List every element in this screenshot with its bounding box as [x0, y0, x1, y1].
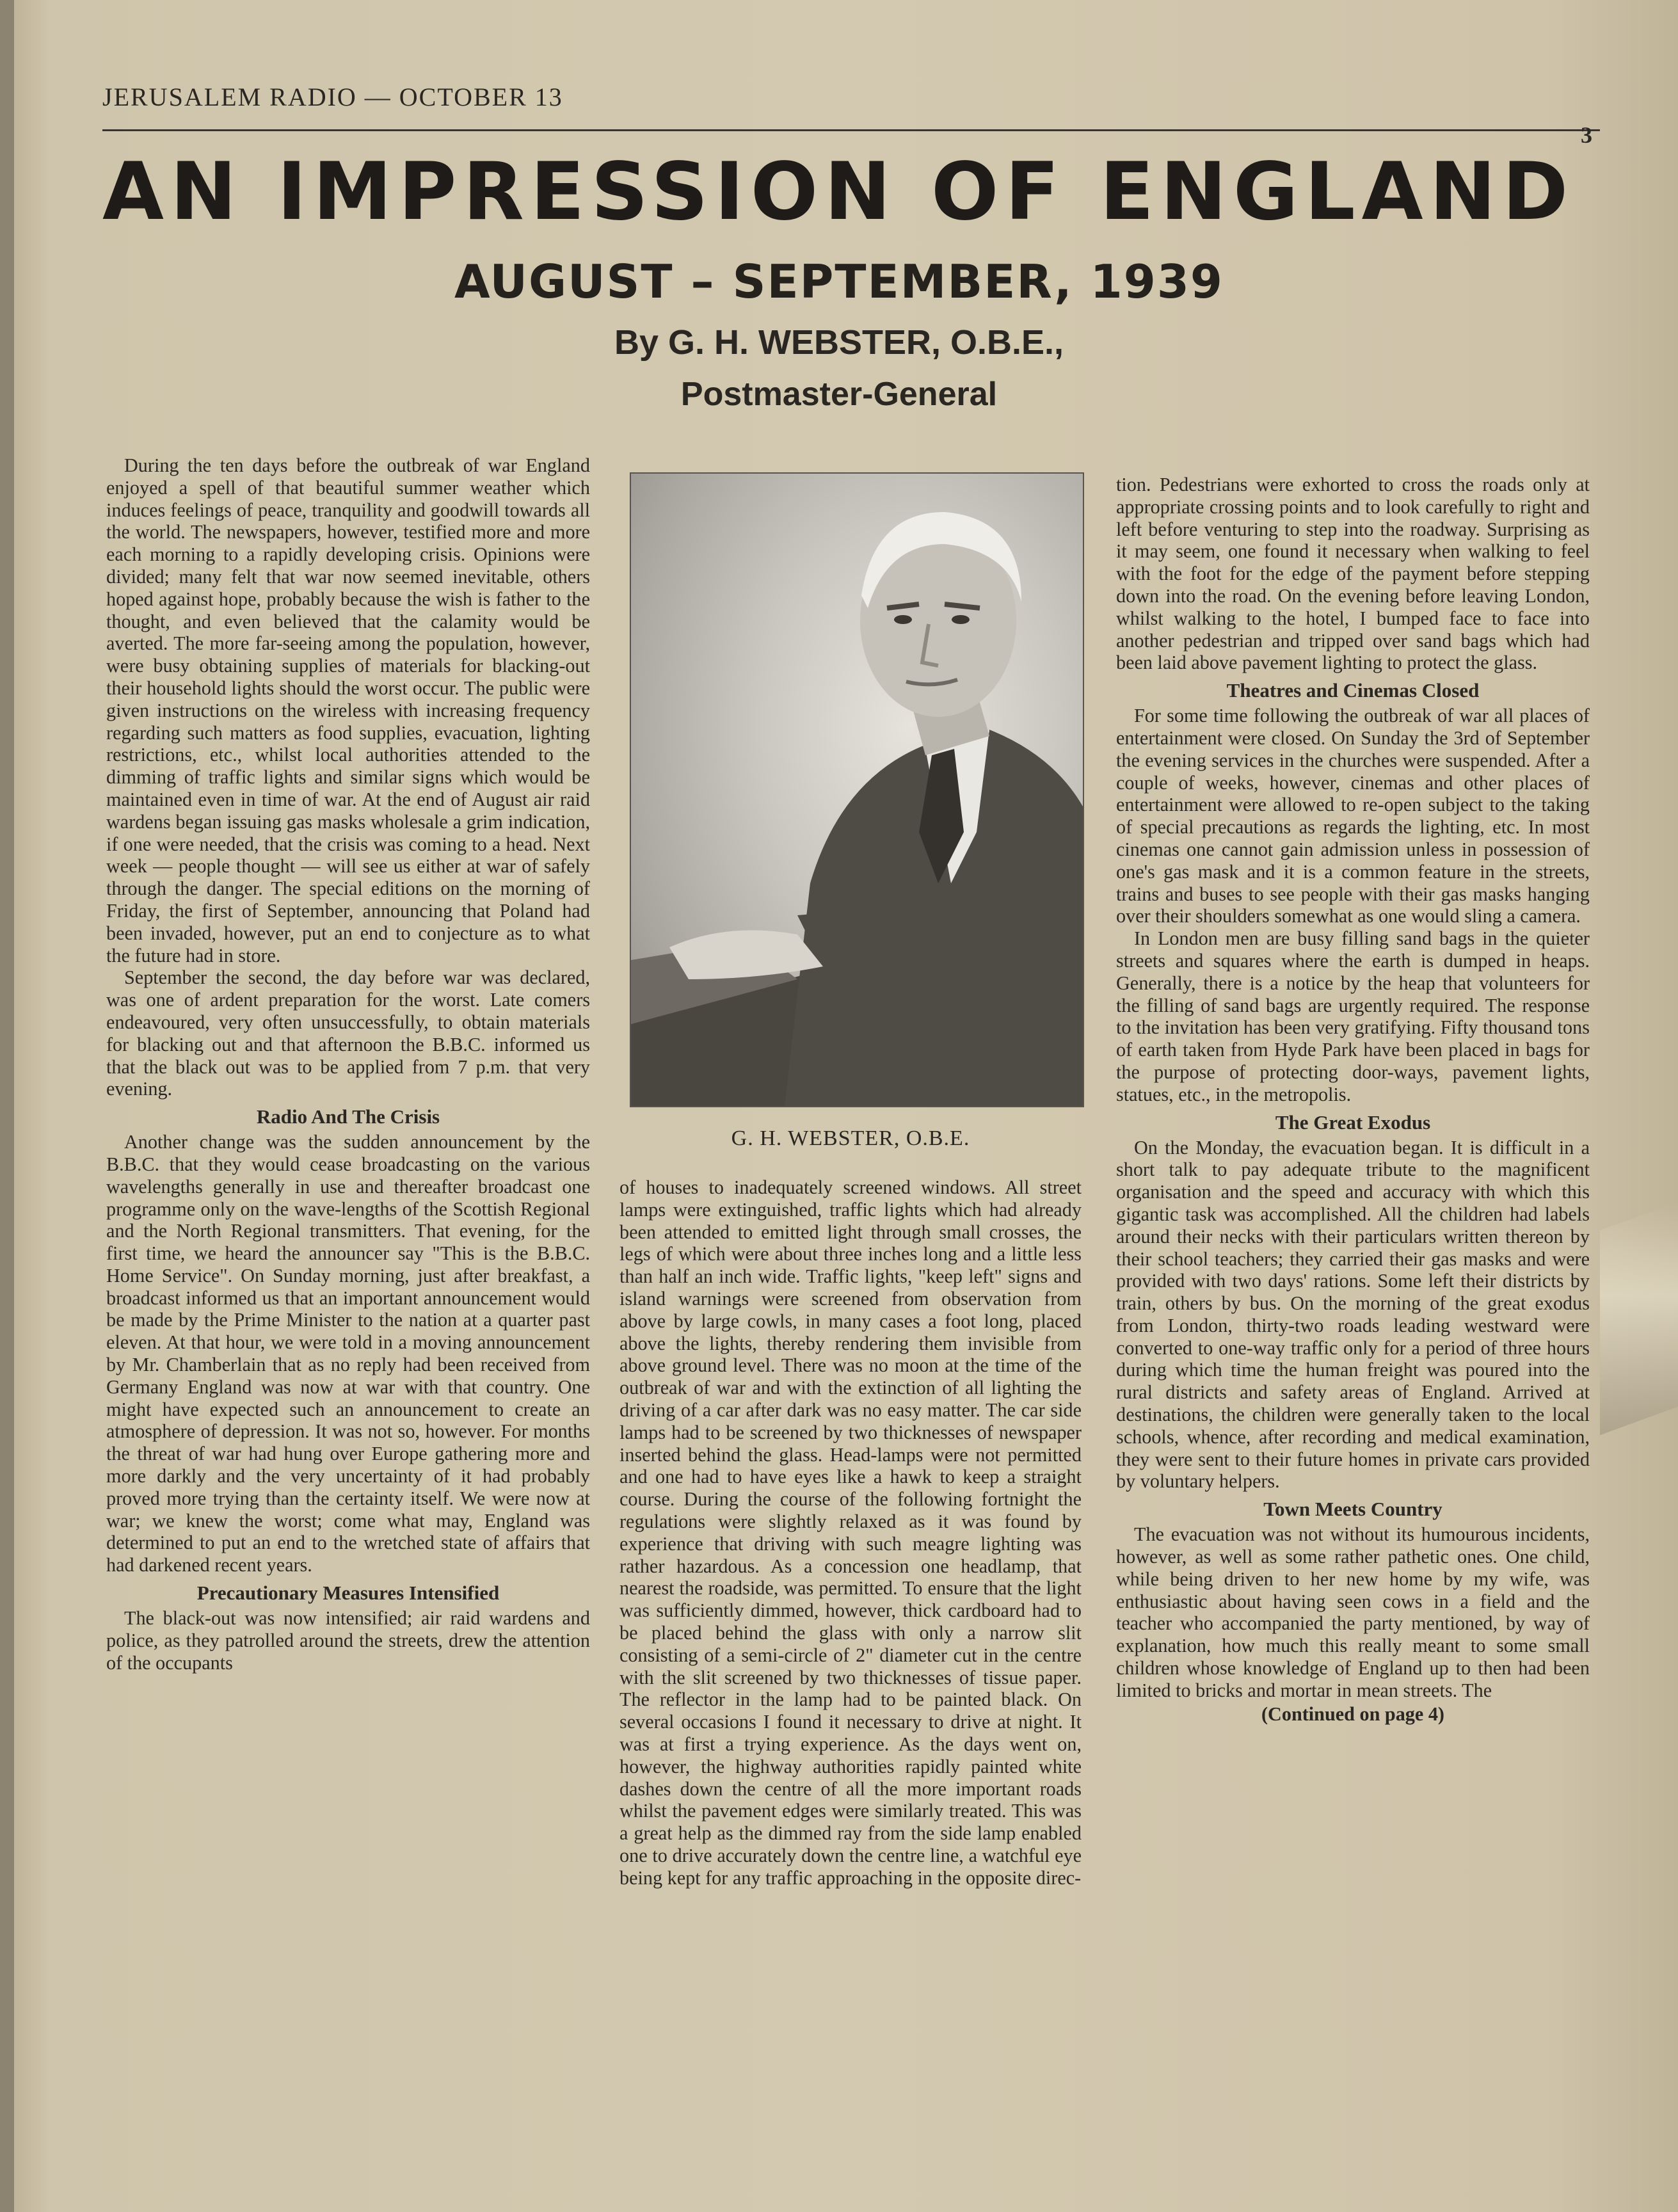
paragraph: tion. Pedestrians were exhorted to cross the roads only at appropriate crossing points and to look carefully to right and left before venturing to step into the roadway. Surprising as it may seem, one found it necessary when walking to feel with the foot for the edge of the payment before stepping down into the road. On the evening before leaving London, whilst walking to the hotel, I bumped face to face into another pedestrian and tripped over sand bags which had been laid above pavement lighting to protect the glass. — [1116, 474, 1590, 674]
paragraph: During the ten days before the outbreak of war England enjoyed a spell of that beautiful summer weather which induces feelings of peace, tranquility and goodwill towards all the world. The newspapers, however, testified more and more each morning to a rapidly developing crisis. Opinions were divided; many felt that war now seemed inevitable, others hoped against hope, probably because the wish is father to the thought, and even believed that the calamity would be averted. The more far-seeing among the population, however, were busy obtaining supplies of materials for blacking-out their household lights should the worst occur. The public were given instructions on the wireless with increasing frequency regarding such matters as food supplies, evacuation, lighting restrictions, etc., whilst local authorities attended to the dimming of traffic lights and similar signs which would be maintained even in time of war. At the end of August air raid wardens began issuing gas masks wholesale a grim indication, if one were needed, that the crisis was coming to a head. Next week — people thought — will see us either at war of safely through the danger. The special editions on the morning of Friday, the first of September, announcing that Poland had been invaded, however, put an end to conjecture as to what the future had in store. — [106, 454, 590, 966]
column-1 — [106, 454, 590, 1674]
paragraph: September the second, the day before war was declared, was one of ardent preparation for the worst. Late comers endeavoured, very often unsuccessfully, to obtain materials for blacking out and that afternoon the B.B.C. informed us that the black out was to be applied from 7 p.m. that very evening. — [106, 966, 590, 1100]
paragraph: of houses to inadequately screened windows. All street lamps were extinguished, traffic lights which had already been attended to emitted light through small crosses, the legs of which were about three inches long and a little less than half an inch wide. Traffic lights, "keep left" signs and island warnings were screened from observation from above by large cowls, in many cases a foot long, placed above the lights, thereby rendering them invisible from above ground level. There was no moon at the time of the outbreak of war and with the extinction of all lighting the driving of a car after dark was no easy matter. The car side lamps had to be screened by two thicknesses of newspaper inserted behind the glass. Head-lamps were not permitted and one had to have eyes like a hawk to keep a straight course. During the course of the following fortnight the regulations were slightly relaxed as it was found by experience that driving with such meagre lighting was rather hazardous. As a concession one headlamp, that nearest the roadside, was permitted. To ensure that the light was sufficiently dimmed, however, thick cardboard had to be placed behind the glass with only a narrow slit consisting of a semi-circle of 2" diameter cut in the centre with the slit screened by two thicknesses of tissue paper. The reflector in the lamp had to be painted black. On several occasions I found it necessary to drive at night. It was at first a trying experience. As the days went on, however, the highway authorities rapidly painted white dashes down the centre of all the more important roads whilst the pavement edges were similarly treated. This was a great help as the dimmed ray from the side lamp enabled one to drive accurately down the centre line, a watchful eye being kept for any traffic approaching in the opposite direc- — [619, 1176, 1082, 1889]
paragraph: The black-out was now intensified; air raid wardens and police, as they patrolled around the streets, drew the attention of the occupants — [106, 1607, 590, 1674]
section-heading: Precautionary Measures Intensified — [196, 1582, 500, 1605]
article-subtitle: AUGUST – SEPTEMBER, 1939 — [454, 255, 1224, 309]
running-head: JERUSALEM RADIO — OCTOBER 13 — [102, 83, 563, 111]
continued-note: (Continued on page 4) — [1261, 1703, 1444, 1725]
paper-crease — [1600, 1202, 1678, 1435]
paragraph: For some time following the outbreak of war all places of entertainment were closed. On Sunday the 3rd of September the evening services in the churches were suspended. After a couple of weeks, however, cinemas and other places of entertainment were allowed to re-open subject to the taking of special precautions as regards the lighting, etc. In most cinemas one cannot gain admission unless in possession of one's gas mask and it is a common feature in the streets, trains and buses to see people with their gas masks hanging over their shoulders somewhat as one would sling a camera. — [1116, 705, 1590, 927]
article-title: AN IMPRESSION OF ENGLAND — [102, 146, 1575, 238]
section-heading: Theatres and Cinemas Closed — [1226, 679, 1480, 702]
paragraph: In London men are busy filling sand bags in the quieter streets and squares where the earth is dumped in heaps. Generally, there is a notice by the heap that volunteers for the filling of sand bags are urgently required. The response to the invitation has been very gratifying. Fifty thousand tons of earth taken from Hyde Park have been placed in bags for the purpose of protecting door-ways, pavement lights, statues, etc., in the metropolis. — [1116, 927, 1590, 1105]
paragraph: On the Monday, the evacuation began. It is difficult in a short talk to pay adequate tribute to the magnificent organisation and the speed and accuracy with which this gigantic task was accomplished. All the children had labels around their necks with their particulars written thereon by their school teachers; they carried their gas masks and were provided with two days' rations. Some left their districts by train, others by bus. On the morning of the great exodus from London, thirty-two roads leading westward were converted to one-way traffic only for a period of three hours during which time the human freight was poured into the rural districts and safety areas of England. Arrived at destinations, the children were generally taken to the local schools, whence, after recording and medical examination, they were sent to their future homes in private cars provided by voluntary helpers. — [1116, 1136, 1590, 1493]
section-heading: The Great Exodus — [1275, 1110, 1431, 1134]
author-photo — [630, 472, 1084, 1107]
photo-caption: G. H. WEBSTER, O.B.E. — [731, 1126, 970, 1150]
paragraph: The evacuation was not without its humourous incidents, however, as well as some rather pathetic ones. One child, while being driven to her new home by my wife, was enthusiastic about having seen cows in a field and the teacher who accompanied the party mentioned, by way of explanation, how much this really meant to some small children whose knowledge of England up to then had been limited to bricks and mortar in mean streets. The — [1116, 1523, 1590, 1701]
column-3 — [1116, 474, 1590, 1725]
byline: By G. H. WEBSTER, O.B.E., — [614, 323, 1064, 362]
paragraph: Another change was the sudden announcement by the B.B.C. that they would cease broadcasting on the various wavelengths generally in use and thereafter broadcast one programme only on the wave-lengths of the Scottish Regional and the North Regional transmitters. That evening, for the first time, we heard the announcer say "This is the B.B.C. Home Service". On Sunday morning, just after breakfast, a broadcast informed us that an important announcement would be made by the Prime Minister to the nation at a quarter past eleven. At that hour, we were told in a moving announcement by Mr. Chamberlain that as no reply had been received from Germany England was now at war with that country. One might have expected such an announcement to create an atmosphere of depression. It was not so, however. For months the threat of war had hung over Europe gathering more and more darkly and the very uncertainty of it had probably proved more trying than the certainty itself. We were now at war; we knew the worst; come what may, England was determined to put an end to the wretched state of affairs that had darkened recent years. — [106, 1131, 590, 1576]
section-heading: Radio And The Crisis — [256, 1105, 440, 1128]
column-2 — [619, 1176, 1082, 1889]
portrait-illustration — [631, 474, 1083, 1106]
page-number: 3 — [1581, 122, 1592, 148]
section-heading: Town Meets Country — [1263, 1498, 1442, 1521]
author-role: Postmaster-General — [680, 376, 998, 413]
header-rule — [102, 129, 1600, 131]
